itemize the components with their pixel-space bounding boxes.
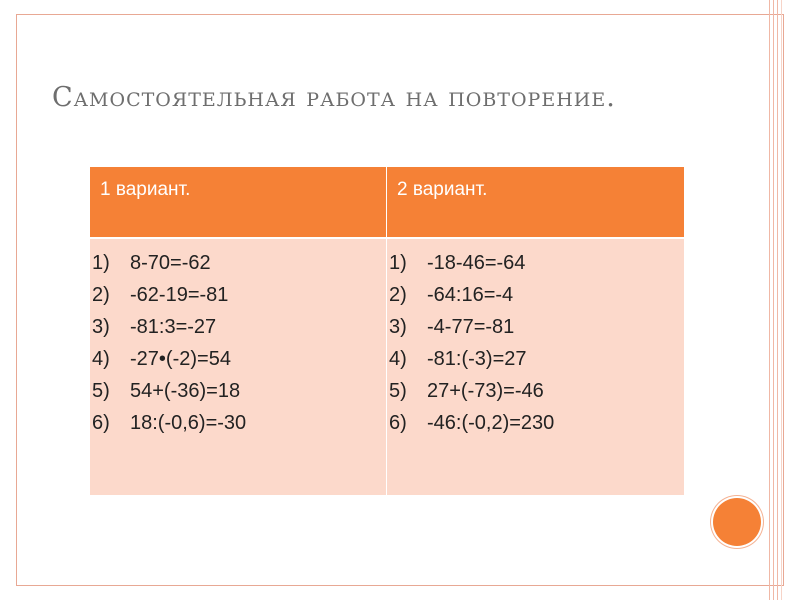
item-number: 6) bbox=[389, 412, 407, 434]
item-text: -81:(-3)=27 bbox=[427, 348, 527, 370]
item-text: 18:(-0,6)=-30 bbox=[130, 412, 247, 434]
item-text: -4-77=-81 bbox=[427, 316, 515, 338]
list-item bbox=[90, 375, 386, 407]
list-item bbox=[90, 343, 386, 375]
column-variant-2 bbox=[387, 239, 684, 495]
list-item bbox=[387, 407, 684, 439]
item-number: 4) bbox=[389, 348, 407, 370]
item-text: -27•(-2)=54 bbox=[130, 348, 231, 370]
item-number: 5) bbox=[92, 380, 110, 402]
item-text: -46:(-0,2)=230 bbox=[427, 412, 555, 434]
item-number: 3) bbox=[92, 316, 110, 338]
item-number: 1) bbox=[92, 252, 110, 274]
decor-stripe bbox=[769, 0, 770, 600]
item-number: 2) bbox=[92, 284, 110, 306]
list-item bbox=[387, 343, 684, 375]
decor-stripe bbox=[773, 0, 774, 600]
column-variant-1 bbox=[90, 239, 387, 495]
header-variant-1: 1 вариант. bbox=[90, 167, 387, 239]
item-number: 4) bbox=[92, 348, 110, 370]
item-number: 3) bbox=[389, 316, 407, 338]
decor-stripe bbox=[777, 0, 778, 600]
decor-circle bbox=[713, 498, 761, 546]
item-text: -81:3=-27 bbox=[130, 316, 217, 338]
item-text: 27+(-73)=-46 bbox=[427, 380, 544, 402]
item-number: 2) bbox=[389, 284, 407, 306]
item-number: 5) bbox=[389, 380, 407, 402]
item-text: -62-19=-81 bbox=[130, 284, 229, 306]
list-item bbox=[387, 279, 684, 311]
list-item bbox=[387, 311, 684, 343]
slide-title: Самостоятельная работа на повторение. bbox=[52, 82, 616, 113]
item-number: 1) bbox=[389, 252, 407, 274]
list-item bbox=[90, 311, 386, 343]
header-variant-2: 2 вариант. bbox=[387, 167, 684, 239]
decor-stripe bbox=[781, 0, 782, 600]
item-text: -18-46=-64 bbox=[427, 252, 526, 274]
item-text: 8-70=-62 bbox=[130, 252, 211, 274]
list-item bbox=[387, 247, 684, 279]
item-text: 54+(-36)=18 bbox=[130, 380, 241, 402]
variants-table bbox=[90, 167, 684, 495]
list-item bbox=[90, 247, 386, 279]
list-item bbox=[90, 279, 386, 311]
list-item bbox=[90, 407, 386, 439]
item-text: -64:16=-4 bbox=[427, 284, 514, 306]
list-item bbox=[387, 375, 684, 407]
item-number: 6) bbox=[92, 412, 110, 434]
